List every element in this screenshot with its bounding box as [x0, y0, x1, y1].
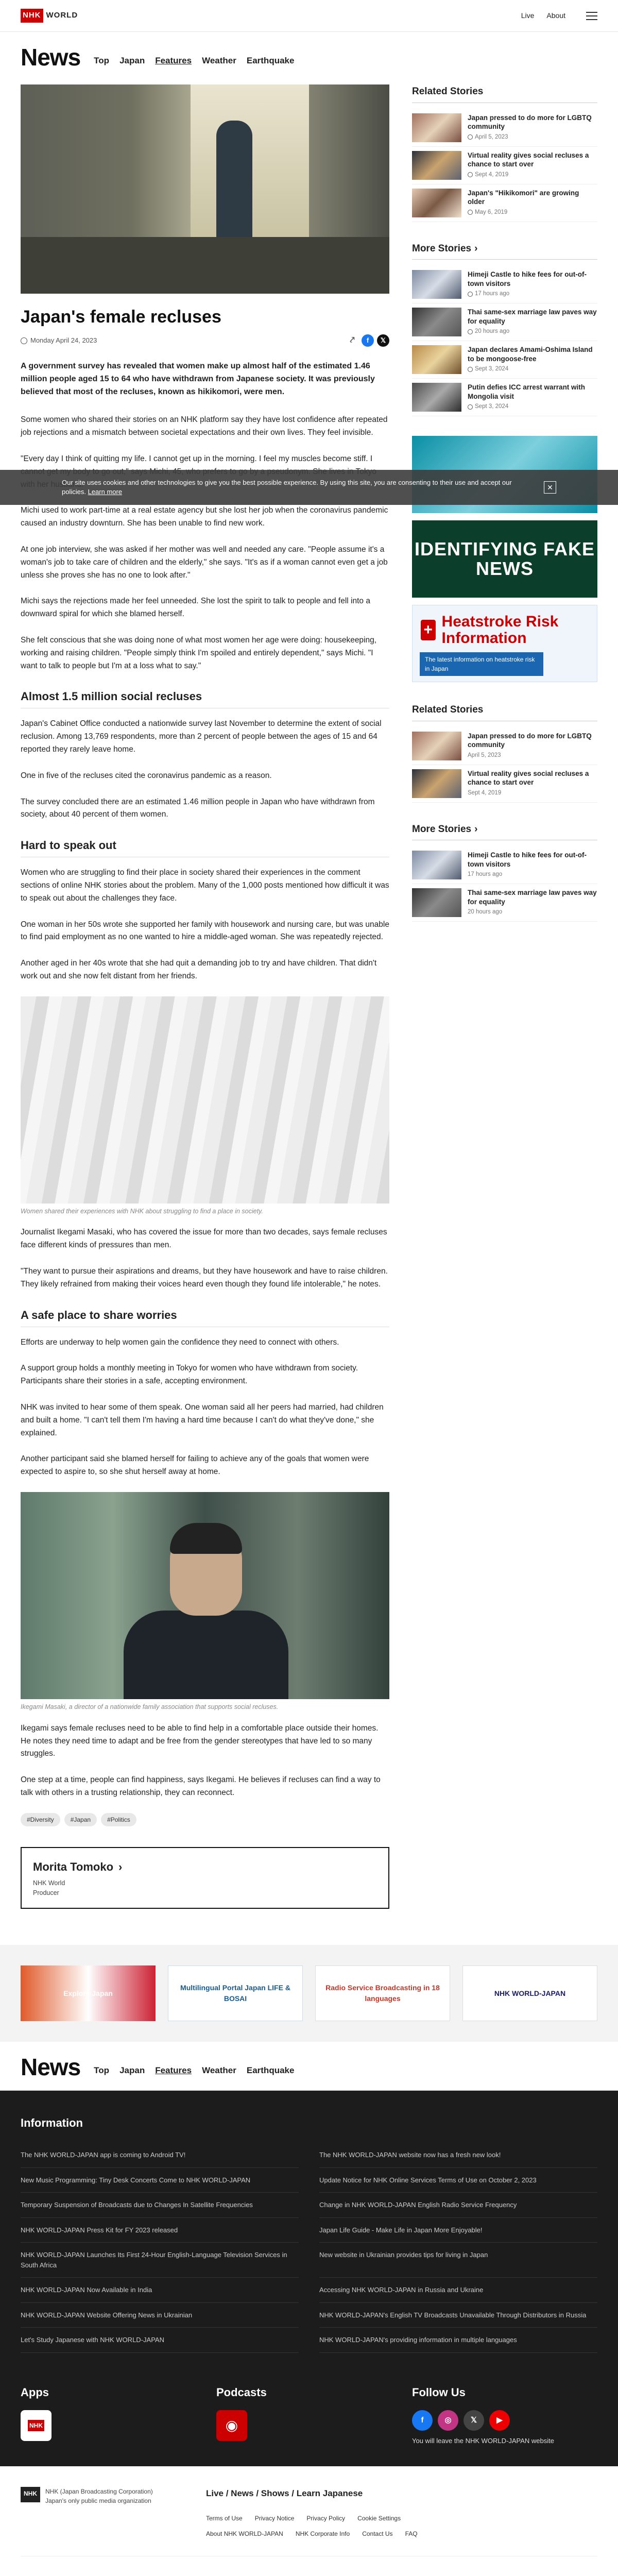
paragraph: "Every day I think of quitting my life. I cannot get up in the morning. I feel my muscles become stiff. I [21, 454, 373, 463]
share-bar [346, 334, 389, 347]
info-item[interactable]: New website in Ukrainian provides tips for living in Japan [319, 2243, 597, 2278]
nhk-app-icon[interactable] [21, 2410, 52, 2441]
tag-japan[interactable]: #Japan [64, 1813, 97, 1826]
author-role: Producer [33, 1889, 59, 1896]
story-time: 20 hours ago [468, 909, 503, 916]
paragraph: A support group holds a monthly meeting in Tokyo for women who have withdrawn from society. Participants share their stories in a safe, accepting environment. [21, 1364, 358, 1386]
story-title: Putin defies ICC arrest warrant with Mongolia visit [468, 383, 586, 400]
news-brand-text: News [21, 44, 81, 71]
corp-line: NHK (Japan Broadcasting Corporation) [45, 2488, 153, 2496]
clock-icon [468, 404, 473, 410]
story-title: Japan's "Hikikomori" are growing older [468, 189, 579, 206]
paragraph: Michi says the rejections made her feel unneeded. She lost the spirit to talk to people and fell into a downward spiral for which she blamed herself. [21, 597, 370, 619]
paragraph: Ikegami says female recluses need to be able to find help in a comfortable place outside their homes. He notes they need time to adapt and be free from the gender stereotypes that have led to so many struggles. [21, 1723, 379, 1758]
paragraph: One step at a time, people can find happiness, says Ikegami. He believes if recluses can find a way to talk with others in a trusting relationship, they can reconnect. [21, 1775, 381, 1797]
story-item[interactable] [412, 341, 597, 379]
paragraph: Journalist Ikegami Masaki, who has covered the issue for more than two decades, says female recluses face different kinds of pressures than men. [21, 1228, 387, 1250]
story-thumb [412, 888, 461, 917]
paragraph: Michi used to work part-time at a real estate agency but she lost her job when the coronavirus pandemic caused an industry downturn. She has been unable to find new work. [21, 506, 388, 528]
news-nav [0, 32, 618, 69]
paragraph: NHK was invited to hear some of them speak. One woman said all her peers had married, had children and built a home. "I can't tell them I'm having a hard time because I can't do what they've done," she explained. [21, 1403, 384, 1437]
facebook-icon[interactable]: f [362, 334, 374, 347]
follow-heading: Follow Us [412, 2385, 466, 2399]
article [21, 84, 389, 1940]
nav-weather[interactable]: Weather [202, 2065, 236, 2075]
story-time: Sept 4, 2019 [475, 171, 509, 178]
info-item[interactable]: NHK WORLD-JAPAN Press Kit for FY 2023 released [21, 2218, 299, 2243]
top-bar [0, 0, 618, 32]
plus-icon: + [421, 620, 436, 640]
footer-news-nav [0, 2042, 618, 2091]
story-time: 20 hours ago [475, 328, 510, 335]
story-item[interactable] [412, 765, 597, 803]
story-thumb [412, 345, 461, 374]
story-time: Sept 3, 2024 [475, 366, 509, 372]
nav-features[interactable]: Features [155, 55, 192, 65]
nav-japan[interactable]: Japan [119, 2065, 145, 2075]
article-figure [21, 1492, 389, 1712]
apps-heading: Apps [21, 2385, 49, 2399]
life-bosai-card[interactable]: Multilingual Portal Japan LIFE & BOSAI [168, 1965, 303, 2021]
more-heading [412, 822, 597, 841]
promo-band [0, 1945, 618, 2042]
section-heading: Almost 1.5 million social recluses [21, 688, 389, 708]
story-title: Thai same-sex marriage law paves way for equality [468, 889, 597, 906]
story-item[interactable] [412, 884, 597, 922]
radio-service-card[interactable]: Radio Service Broadcasting in 18 languages [315, 1965, 450, 2021]
story-thumb [412, 189, 461, 217]
author-org: NHK World [33, 1879, 65, 1887]
info-item[interactable]: NHK WORLD-JAPAN Website Offering News in Ukrainian [21, 2303, 299, 2328]
hero-image [21, 84, 389, 294]
more-heading [412, 242, 597, 260]
info-item[interactable]: Update Notice for NHK Online Services Terms of Use on October 2, 2023 [319, 2168, 597, 2193]
apps-col [21, 2384, 196, 2446]
instagram-icon[interactable]: ◎ [438, 2410, 458, 2431]
story-title: Japan pressed to do more for LGBTQ community [468, 113, 592, 131]
author-card[interactable] [21, 1847, 389, 1909]
story-time: 17 hours ago [468, 871, 503, 878]
paragraph: Japan's Cabinet Office conducted a nationwide survey last November to determine the extent of social reclusion. Among 13,769 respondents, more than 2 percent of people between the ages of 15 and 64 reported they rarely leave home. [21, 719, 382, 754]
clock-icon [468, 292, 473, 297]
story-time: Sept 4, 2019 [468, 789, 502, 796]
story-thumb [412, 113, 461, 142]
clock-icon [468, 134, 473, 140]
info-item[interactable]: NHK WORLD-JAPAN Launches Its First 24-Hour English-Language Television Services in South Africa [21, 2243, 299, 2278]
legal-link[interactable]: FAQ [405, 2530, 418, 2537]
bottom-footer [0, 2466, 618, 2576]
story-title: Himeji Castle to hike fees for out-of-town visitors [468, 270, 587, 287]
footer-nav-list [94, 2064, 294, 2077]
news-nav-list [94, 54, 294, 67]
story-time: April 5, 2023 [468, 752, 501, 758]
info-item[interactable]: The NHK WORLD-JAPAN website now has a fresh new look! [319, 2143, 597, 2168]
legal-link[interactable]: Privacy Notice [254, 2514, 295, 2522]
story-item[interactable] [412, 846, 597, 884]
related-stories [412, 84, 597, 222]
clock-icon [468, 367, 473, 372]
story-title: Thai same-sex marriage law paves way for equality [468, 308, 597, 325]
nav-top[interactable]: Top [94, 55, 110, 65]
cookie-text: Our site uses cookies and other technologies to give you the best possible experience. By using this site, you are consenting to their use and accept our policies. [62, 478, 512, 496]
news-brand-text: News [21, 2054, 81, 2081]
legal-link[interactable]: Contact Us [362, 2530, 393, 2537]
story-time: 17 hours ago [475, 291, 510, 297]
info-list [21, 2143, 597, 2353]
story-thumb [412, 383, 461, 412]
legal-link[interactable]: Cookie Settings [357, 2514, 401, 2522]
news-brand[interactable] [21, 45, 80, 69]
story-thumb [412, 769, 461, 798]
more-heading-text: More Stories [412, 823, 472, 835]
logo-nhk: NHK [21, 9, 43, 23]
share-icon[interactable]: ⤤ [350, 336, 355, 345]
social-icons [412, 2410, 587, 2431]
story-item[interactable] [412, 303, 597, 341]
portrait-image [21, 1492, 389, 1699]
info-item[interactable]: NHK WORLD-JAPAN's providing information in multiple languages [319, 2328, 597, 2353]
tag-list [21, 1813, 389, 1826]
story-item[interactable] [412, 379, 597, 416]
paragraph: Another aged in her 40s wrote that she had quit a demanding job to try and have children. That didn't work out and she now felt distant from her friends. [21, 959, 377, 980]
clock-icon [21, 337, 27, 344]
info-item[interactable]: NHK WORLD-JAPAN's English TV Broadcasts Unavailable Through Distributors in Russia [319, 2303, 597, 2328]
podcasts-col [216, 2384, 391, 2446]
info-item[interactable]: Accessing NHK WORLD-JAPAN in Russia and Ukraine [319, 2278, 597, 2303]
main-links[interactable]: Live / News / Shows / Learn Japanese [206, 2488, 363, 2499]
story-item[interactable] [412, 184, 597, 222]
story-thumb [412, 851, 461, 879]
date-text: Monday April 24, 2023 [30, 336, 97, 345]
comments-image [21, 996, 389, 1204]
nhk-logo[interactable]: NHK [21, 2487, 40, 2502]
paragraph: Efforts are underway to help women gain the confidence they need to connect with others. [21, 1337, 339, 1347]
corp-line: Japan's only public media organization [45, 2497, 151, 2505]
figure-caption: Ikegami Masaki, a director of a nationwide family association that supports social recluses. [21, 1703, 279, 1711]
fake-news-banner[interactable]: IDENTIFYING FAKE NEWS [412, 520, 597, 598]
article-title: Japan's female recluses [21, 307, 221, 327]
live-link[interactable]: Live [521, 11, 535, 20]
info-heading: Information [21, 2116, 83, 2130]
clock-icon [468, 172, 473, 177]
nhk-japanese-card[interactable]: NHK WORLD-JAPAN [462, 1965, 597, 2021]
paragraph: Another participant said she blamed herself for failing to achieve any of the goals that women were expected to aspire to, so she shut herself away at home. [21, 1454, 369, 1477]
author-name: Morita Tomoko [33, 1860, 114, 1873]
explore-japan-card[interactable]: Explore Japan [21, 1965, 156, 2021]
chevron-right-icon: › [118, 1860, 123, 1873]
figure-caption: Women shared their experiences with NHK about struggling to find a place in society. [21, 1207, 263, 1215]
story-thumb [412, 270, 461, 299]
story-item[interactable] [412, 727, 597, 765]
article-body [21, 414, 389, 1799]
story-title: Virtual reality gives social recluses a chance to start over [468, 151, 589, 168]
nav-earthquake[interactable]: Earthquake [246, 2065, 295, 2075]
chevron-right-icon: › [474, 823, 478, 835]
info-item[interactable]: The NHK WORLD-JAPAN app is coming to Android TV! [21, 2143, 299, 2168]
heatstroke-banner[interactable] [412, 605, 597, 682]
article-date [21, 335, 97, 346]
about-link[interactable]: About [546, 11, 565, 20]
cookie-learn-more[interactable]: Learn more [88, 488, 123, 496]
tag-politics[interactable]: #Politics [101, 1813, 136, 1826]
story-title: Virtual reality gives social recluses a chance to start over [468, 769, 589, 787]
story-item[interactable] [412, 109, 597, 147]
news-brand[interactable] [21, 2055, 80, 2079]
legal-links [206, 2514, 464, 2538]
story-thumb [412, 732, 461, 760]
story-time: May 6, 2019 [475, 209, 508, 215]
related-stories-2 [412, 703, 597, 803]
paragraph: "They want to pursue their aspirations and dreams, but they have housework and have to raise children. They likely refrained from making their voices heard even though they found life intolerable," he notes. [21, 1267, 388, 1289]
footer [0, 2091, 618, 2466]
copyright [21, 2556, 597, 2576]
clock-icon [468, 210, 473, 215]
more-stories-2 [412, 822, 597, 922]
logo-world: WORLD [46, 11, 78, 20]
apps-row [21, 2384, 597, 2446]
related-heading: Related Stories [412, 703, 597, 721]
more-stories [412, 242, 597, 417]
chevron-right-icon: › [474, 243, 478, 254]
legal-link[interactable]: NHK Corporate Info [295, 2530, 350, 2537]
paragraph: The survey concluded there are an estimated 1.46 million people in Japan who have withdrawn from society, about 40 percent of them women. [21, 797, 375, 819]
story-item[interactable] [412, 266, 597, 303]
nav-features[interactable]: Features [155, 2065, 192, 2075]
story-thumb [412, 308, 461, 336]
info-item[interactable]: New Music Programming: Tiny Desk Concerts Come to NHK WORLD-JAPAN [21, 2168, 299, 2193]
info-item[interactable]: NHK WORLD-JAPAN Now Available in India [21, 2278, 299, 2303]
paragraph: She felt conscious that she was doing none of what most women her age were doing: housekeeping, working and raising children. "People simply think I'm spoiled and entirely dependent," says Michi. "I want to talk to people but I'm at a loss what to say." [21, 635, 377, 670]
article-lead: A government survey has revealed that women make up almost half of the estimated 1.46 million people aged 15 to 64 who have withdrawn from Japanese society. It was previously believed that most of the recluses, known as hikikomori, were men. [21, 362, 375, 396]
author-name-row [33, 1858, 377, 1875]
info-item[interactable]: Temporary Suspension of Broadcasts due to Changes In Satellite Frequencies [21, 2193, 299, 2218]
related-heading: Related Stories [412, 84, 597, 103]
bottom-links [206, 2487, 464, 2538]
info-item[interactable]: Change in NHK WORLD-JAPAN English Radio Service Frequency [319, 2193, 597, 2218]
paragraph: At one job interview, she was asked if her mother was well and needed any care. "People assume it's a woman's job to take care of children and the elderly," she says. "It's as if a woman cannot even get a job unless she proves she has no one to look after." [21, 545, 388, 580]
paragraph: Some women who shared their stories on an NHK platform say they have lost confidence after repeated job rejections and a mismatch between societal expectations and their own lives. They feel invisible. [21, 415, 388, 437]
close-icon[interactable]: ✕ [544, 481, 556, 494]
menu-icon[interactable] [586, 12, 597, 20]
clock-icon [468, 329, 473, 334]
story-title: Japan pressed to do more for LGBTQ community [468, 732, 592, 749]
story-item[interactable] [412, 147, 597, 184]
youtube-icon[interactable]: ▶ [489, 2410, 510, 2431]
heatstroke-sub: The latest information on heatstroke risk in Japan [420, 652, 543, 676]
corp-info [21, 2487, 185, 2538]
x-icon[interactable]: 𝕏 [377, 334, 389, 347]
tag-diversity[interactable]: #Diversity [21, 1813, 60, 1826]
story-title: Himeji Castle to hike fees for out-of-town visitors [468, 851, 587, 868]
follow-note: You will leave the NHK WORLD-JAPAN website [412, 2436, 554, 2445]
heatstroke-title: Heatstroke Risk Information [441, 613, 559, 647]
story-time: April 5, 2023 [475, 133, 508, 140]
sidebar [412, 84, 597, 1940]
nhk-world-logo[interactable] [21, 9, 78, 23]
app-logo-text: NHK [28, 2420, 44, 2431]
paragraph: One woman in her 50s wrote she supported her family with housework and nursing care, but was unable to find paid employment as no one wanted to hire a middle-aged woman. She was repeatedly rejected. [21, 920, 389, 942]
podcast-icon[interactable]: ◉ [216, 2410, 247, 2441]
legal-link[interactable]: Terms of Use [206, 2514, 243, 2522]
nav-japan[interactable]: Japan [119, 55, 145, 65]
top-links [521, 10, 565, 21]
paragraph: Women who are struggling to find their place in society shared their experiences in the comment sections of online NHK stories about the problem. Many of the 1,000 posts mentioned how difficult it was to speak out about the challenges they face. [21, 868, 389, 903]
nav-earthquake[interactable]: Earthquake [246, 55, 295, 65]
info-item[interactable]: Japan Life Guide - Make Life in Japan More Enjoyable! [319, 2218, 597, 2243]
nav-weather[interactable]: Weather [202, 55, 236, 65]
story-thumb [412, 151, 461, 180]
legal-link[interactable]: About NHK WORLD-JAPAN [206, 2530, 283, 2537]
podcasts-heading: Podcasts [216, 2385, 267, 2399]
more-heading-text: More Stories [412, 243, 472, 254]
x-icon[interactable]: 𝕏 [464, 2410, 484, 2431]
info-item[interactable]: Let's Study Japanese with NHK WORLD-JAPAN [21, 2328, 299, 2353]
cookie-banner [0, 470, 618, 505]
nav-top[interactable]: Top [94, 2065, 110, 2075]
facebook-icon[interactable]: f [412, 2410, 433, 2431]
section-heading: A safe place to share worries [21, 1307, 389, 1327]
legal-link[interactable]: Privacy Policy [306, 2514, 346, 2522]
follow-col [412, 2384, 587, 2446]
article-meta [21, 334, 389, 347]
article-figure [21, 996, 389, 1216]
section-heading: Hard to speak out [21, 837, 389, 857]
story-time: Sept 3, 2024 [475, 403, 509, 410]
paragraph: One in five of the recluses cited the coronavirus pandemic as a reason. [21, 771, 272, 780]
story-title: Japan declares Amami-Oshima Island to be mongoose-free [468, 346, 593, 363]
